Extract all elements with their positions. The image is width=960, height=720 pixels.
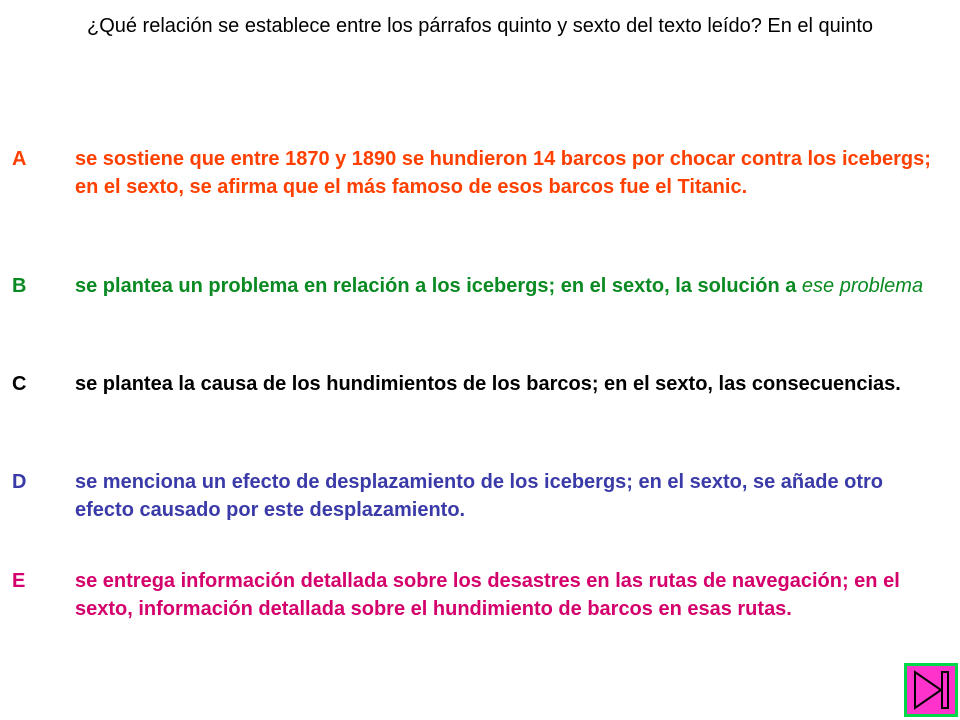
- option-text: se entrega información detallada sobre los desastres en las rutas de navegación; en el sexto, información detallada sobre el hundimiento de barcos en esas rutas.: [75, 570, 900, 620]
- option-letter: C: [12, 373, 27, 395]
- question-text: ¿Qué relación se establece entre los párrafos quinto y sexto del texto leído? En el quinto: [86, 15, 874, 37]
- option-text: [75, 272, 947, 300]
- option-c[interactable]: [12, 370, 947, 398]
- option-text-italic: ese problema: [801, 275, 924, 297]
- next-button[interactable]: [904, 663, 958, 717]
- option-b[interactable]: [12, 272, 947, 300]
- option-letter: A: [12, 148, 27, 170]
- option-letter: E: [12, 570, 26, 592]
- option-d[interactable]: [12, 468, 947, 524]
- option-letter: B: [12, 275, 27, 297]
- option-letter: D: [12, 471, 27, 493]
- skip-next-icon: [907, 666, 955, 714]
- option-text: se plantea la causa de los hundimientos de los barcos; en el sexto, las consecuencias.: [75, 373, 901, 395]
- option-text-main: se plantea un problema en relación a los icebergs; en el sexto, la solución a: [75, 275, 802, 297]
- option-text: se menciona un efecto de desplazamiento de los icebergs; en el sexto, se añade otro efecto causado por este desplazamiento.: [75, 471, 884, 521]
- option-e[interactable]: [12, 567, 947, 623]
- option-text: se sostiene que entre 1870 y 1890 se hundieron 14 barcos por chocar contra los icebergs; en el sexto, se afirma que el más famoso de esos barcos fue el Titanic.: [75, 148, 931, 198]
- option-a[interactable]: [12, 145, 947, 201]
